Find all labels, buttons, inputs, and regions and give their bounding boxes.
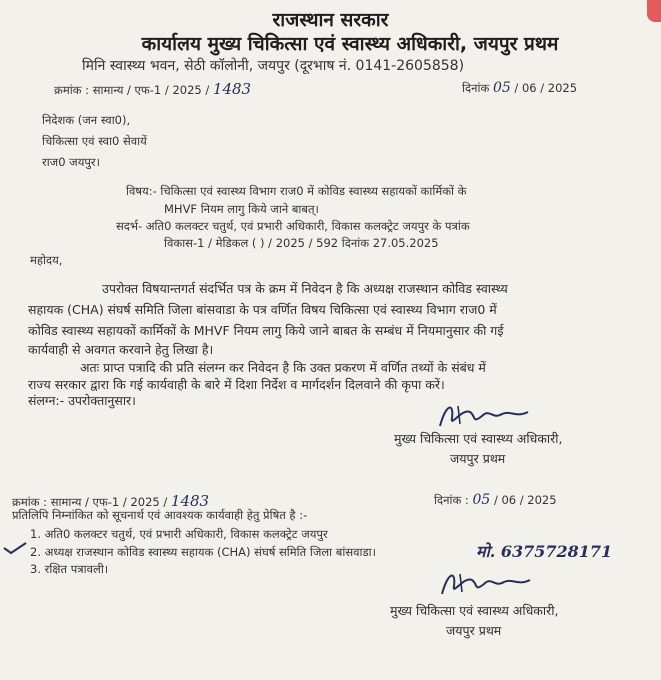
copy-date (434, 492, 557, 508)
recipient-line-2: चिकित्सा एवं स्वा0 सेवायें (42, 134, 147, 148)
handwritten-date-day: 05 (492, 80, 511, 96)
handwritten-dispatch-number: 1483 (212, 80, 252, 98)
body-para1-line-3: कोविड स्वास्थ्य सहायकों कार्मिकों के MHVF नियम लागु किये जाने बाबत के सम्बंध में नियमानुसार की गई (28, 323, 504, 338)
signatory-place-1: जयपुर प्रथम (450, 451, 506, 466)
office-title: कार्यालय मुख्य चिकित्सा एवं स्वास्थ्य अधिकारी, जयपुर प्रथम (141, 33, 559, 55)
date-label: दिनांक (462, 81, 490, 95)
office-address: मिनि स्वास्थ्य भवन, सेठी कॉलोनी, जयपुर (दूरभाष नं. 0141-2605858) (82, 58, 465, 74)
salutation: महोदय, (30, 253, 63, 267)
copy-reference-label: क्रमांक : सामान्य / एफ-1 / 2025 / (12, 495, 168, 509)
letter-date (462, 80, 577, 96)
body-para2-line-2: राज्य सरकार द्वारा कि गई कार्यवाही के बारे में दिशा निर्देश व मार्गदर्शन दिलवाने की कृपा करें। (28, 377, 445, 392)
reference-line-1: सदर्भ- अति0 कलक्टर चतुर्थ, एवं प्रभारी अधिकारी, विकास कलक्ट्रेट जयपुर के पत्रांक (116, 219, 470, 233)
signature-scribble-2 (436, 566, 540, 600)
copy-handwritten-date-day: 05 (472, 492, 491, 508)
subject-line-2: MHVF नियम लागु किये जाने बाबत्। (164, 202, 319, 216)
copy-intro: प्रतिलिपि निम्नांकित को सूचनार्थ एवं आवश्यक कार्यवाही हेतु प्रेषित है :- (12, 508, 308, 522)
enclosure-note: संलग्न:- उपरोक्तानुसार। (28, 393, 136, 408)
government-title: राजस्थान सरकार (272, 9, 389, 31)
copy-handwritten-dispatch-number: 1483 (170, 492, 210, 510)
copy-date-label: दिनांक : (434, 493, 469, 507)
copy-item-2: 2. अध्यक्ष राजस्थान कोविड स्वास्थ्य सहायक (CHA) संघर्ष समिति जिला बांसवाडा। (30, 545, 376, 559)
signatory-place-2: जयपुर प्रथम (446, 623, 502, 638)
copy-date-month-year: / 06 / 2025 (493, 493, 557, 507)
reference-line-2: विकास-1 / मेडिकल ( ) / 2025 / 592 दिनांक 27.05.2025 (164, 236, 439, 250)
tick-mark-icon (2, 540, 28, 556)
subject-line-1: विषय:- चिकित्सा एवं स्वास्थ्य विभाग राज0 में कोविड स्वास्थ्य सहायकों कार्मिकों के (126, 184, 467, 198)
signature-scribble (432, 398, 542, 432)
copy-item-3: 3. रक्षित पत्रावली। (30, 562, 109, 576)
body-para1-line-2: सहायक (CHA) संघर्ष समिति जिला बांसवाडा के पत्र वर्णित विषय चिकित्सा एवं स्वास्थ्य विभाग राज0 में (28, 302, 497, 317)
recipient-line-3: राज0 जयपुर। (42, 155, 100, 169)
body-para1-line-4: कार्यवाही से अवगत करवाने हेतु लिखा है। (28, 342, 214, 357)
reference-label: क्रमांक : सामान्य / एफ-1 / 2025 / (54, 83, 210, 97)
signatory-designation-2: मुख्य चिकित्सा एवं स्वास्थ्य अधिकारी, (390, 603, 559, 618)
handwritten-phone-number: मो. 6375728171 (476, 542, 613, 561)
recipient-line-1: निदेशक (जन स्वा0), (42, 113, 131, 127)
body-para2-line-1: अतः प्राप्त पत्रादि की प्रति संलग्न कर निवेदन है कि उक्त प्रकरण में वर्णित तथ्यों के संबंध में (80, 360, 486, 375)
reference-number (54, 80, 251, 98)
signatory-designation-1: मुख्य चिकित्सा एवं स्वास्थ्य अधिकारी, (394, 431, 563, 446)
copy-item-1: 1. अति0 कलक्टर चतुर्थ, एवं प्रभारी अधिकारी, विकास कलक्ट्रेट जयपुर (30, 527, 328, 541)
date-month-year: / 06 / 2025 (514, 81, 578, 95)
body-para1-line-1: उपरोक्त विषयान्तगर्त संदर्भित पत्र के क्रम में निवेदन है कि अध्यक्ष राजस्थान कोविड स्वास्थ्य (102, 281, 508, 296)
